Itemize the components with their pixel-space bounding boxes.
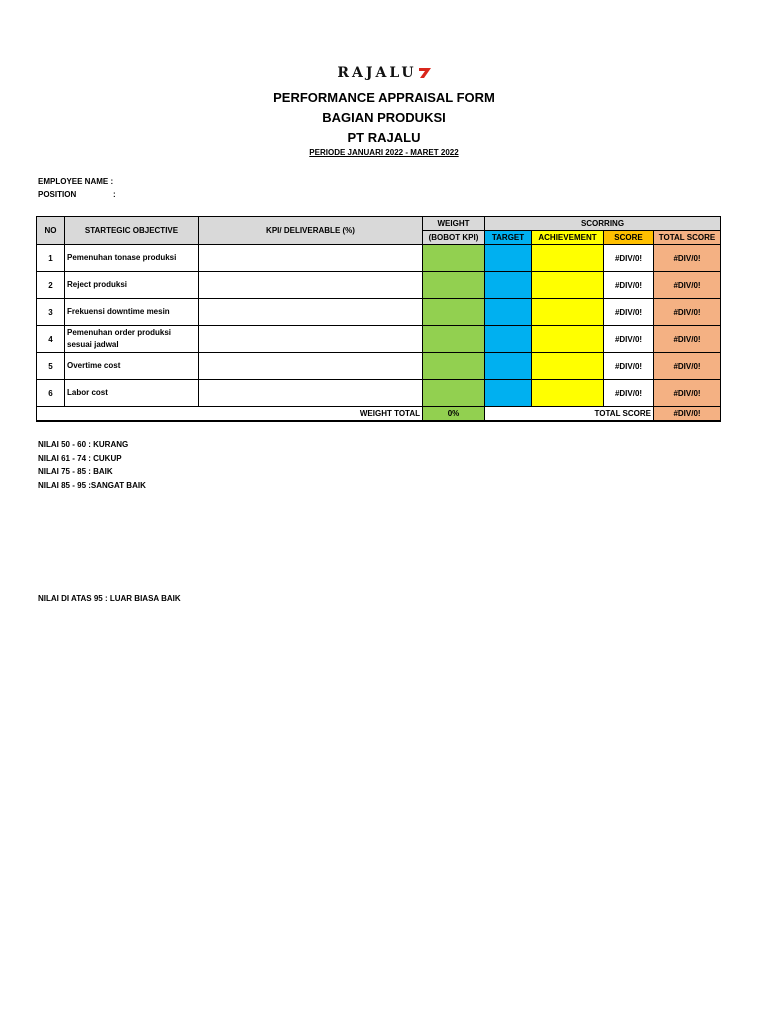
employee-name-label: EMPLOYEE NAME : [38, 177, 114, 186]
table-footer-row [37, 407, 721, 422]
department-title: BAGIAN PRODUKSI [322, 110, 446, 125]
score-cell: #DIV/0! [604, 299, 654, 326]
target-cell[interactable] [485, 272, 532, 299]
kpi-cell[interactable] [199, 380, 423, 407]
kpi-cell[interactable] [199, 326, 423, 353]
row-objective: Reject produksi [65, 272, 199, 299]
total-score-value: #DIV/0! [654, 407, 721, 422]
position-field[interactable] [38, 190, 116, 199]
achievement-cell[interactable] [532, 353, 604, 380]
row-no: 6 [37, 380, 65, 407]
score-cell: #DIV/0! [604, 380, 654, 407]
page-title: PERFORMANCE APPRAISAL FORM [273, 90, 495, 105]
achievement-cell[interactable] [532, 272, 604, 299]
kpi-table [36, 216, 721, 422]
weight-cell[interactable] [423, 353, 485, 380]
target-cell[interactable] [485, 326, 532, 353]
table-row [37, 380, 721, 407]
target-cell[interactable] [485, 380, 532, 407]
header-target: TARGET [485, 231, 532, 245]
row-no: 1 [37, 245, 65, 272]
grade-kurang: NILAI 50 - 60 : KURANG [38, 440, 129, 449]
total-score-label: TOTAL SCORE [485, 407, 654, 422]
header-kpi: KPI/ DELIVERABLE (%) [199, 217, 423, 245]
weight-cell[interactable] [423, 380, 485, 407]
row-objective: Overtime cost [65, 353, 199, 380]
total-score-cell: #DIV/0! [654, 272, 721, 299]
grade-luar-biasa-baik: NILAI DI ATAS 95 : LUAR BIASA BAIK [38, 594, 181, 603]
kpi-cell[interactable] [199, 353, 423, 380]
kpi-cell[interactable] [199, 245, 423, 272]
score-cell: #DIV/0! [604, 272, 654, 299]
header-scoring: SCORRING [485, 217, 721, 231]
position-label: POSITION [38, 190, 77, 199]
row-no: 5 [37, 353, 65, 380]
header-score: SCORE [604, 231, 654, 245]
table-row [37, 245, 721, 272]
total-score-cell: #DIV/0! [654, 353, 721, 380]
header-weight-sub: (BOBOT KPI) [423, 231, 485, 245]
grade-baik: NILAI 75 - 85 : BAIK [38, 467, 113, 476]
achievement-cell[interactable] [532, 245, 604, 272]
period-text: PERIODE JANUARI 2022 - MARET 2022 [309, 148, 459, 157]
header-weight: WEIGHT [423, 217, 485, 231]
table-row [37, 353, 721, 380]
achievement-cell[interactable] [532, 380, 604, 407]
header-no: NO [37, 217, 65, 245]
row-objective: Pemenuhan tonase produksi [65, 245, 199, 272]
header-achievement: ACHIEVEMENT [532, 231, 604, 245]
weight-cell[interactable] [423, 272, 485, 299]
weight-total-value: 0% [423, 407, 485, 422]
position-colon: : [113, 190, 116, 199]
row-no: 4 [37, 326, 65, 353]
kpi-cell[interactable] [199, 299, 423, 326]
table-row [37, 299, 721, 326]
table-row [37, 326, 721, 353]
total-score-cell: #DIV/0! [654, 299, 721, 326]
period-heading [0, 148, 768, 157]
total-score-cell: #DIV/0! [654, 326, 721, 353]
row-objective: Labor cost [65, 380, 199, 407]
score-cell: #DIV/0! [604, 353, 654, 380]
kpi-cell[interactable] [199, 272, 423, 299]
row-objective: Pemenuhan order produksi sesuai jadwal [65, 326, 199, 353]
company-title: PT RAJALU [347, 130, 421, 145]
header-objective: STARTEGIC OBJECTIVE [65, 217, 199, 245]
score-cell: #DIV/0! [604, 245, 654, 272]
logo-mark-icon [419, 68, 431, 78]
logo-text: RAJALU [337, 65, 417, 81]
grade-sangat-baik: NILAI 85 - 95 :SANGAT BAIK [38, 481, 146, 490]
target-cell[interactable] [485, 245, 532, 272]
company-logo [0, 64, 768, 82]
achievement-cell[interactable] [532, 326, 604, 353]
total-score-cell: #DIV/0! [654, 380, 721, 407]
achievement-cell[interactable] [532, 299, 604, 326]
total-score-cell: #DIV/0! [654, 245, 721, 272]
employee-name-field[interactable] [38, 177, 113, 186]
grade-cukup: NILAI 61 - 74 : CUKUP [38, 454, 122, 463]
row-no: 2 [37, 272, 65, 299]
table-row [37, 272, 721, 299]
weight-cell[interactable] [423, 245, 485, 272]
weight-cell[interactable] [423, 299, 485, 326]
weight-cell[interactable] [423, 326, 485, 353]
target-cell[interactable] [485, 353, 532, 380]
target-cell[interactable] [485, 299, 532, 326]
score-cell: #DIV/0! [604, 326, 654, 353]
header-total-score: TOTAL SCORE [654, 231, 721, 245]
row-objective: Frekuensi downtime mesin [65, 299, 199, 326]
weight-total-label: WEIGHT TOTAL [37, 407, 423, 422]
row-no: 3 [37, 299, 65, 326]
